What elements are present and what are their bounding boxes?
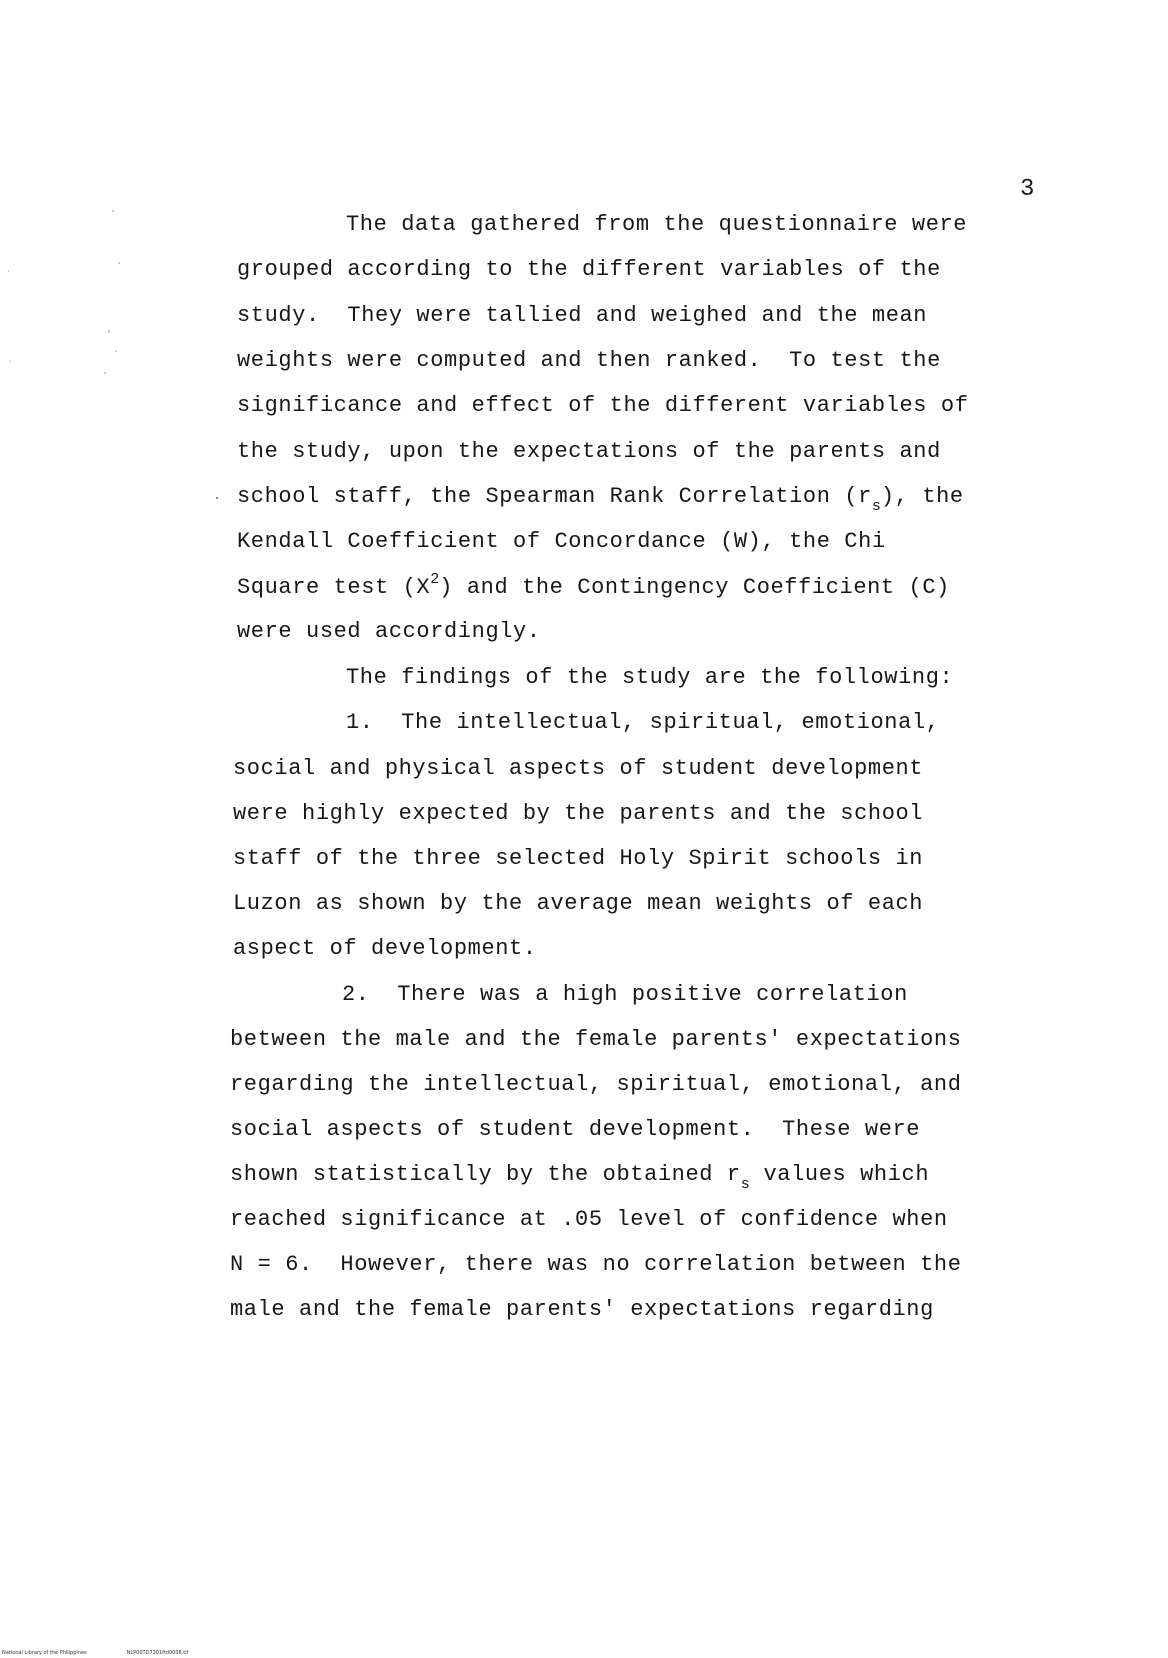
- scan-speck: [216, 497, 218, 499]
- finding-2-line-6: reached significance at .05 level of confidence when: [230, 1207, 948, 1232]
- body-line-8: Kendall Coefficient of Concordance (W), the Chi: [237, 529, 886, 554]
- scan-speck: [118, 262, 120, 264]
- finding-2-line-2: between the male and the female parents' expectations: [230, 1027, 962, 1052]
- body-line-2: grouped according to the different variables of the: [237, 257, 941, 282]
- finding-1-line-6: aspect of development.: [233, 936, 537, 961]
- finding-2-line-1: 2. There was a high positive correlation: [342, 982, 908, 1007]
- finding-2-line-4: social aspects of student development. These were: [230, 1117, 921, 1142]
- body-line-4: weights were computed and then ranked. To test the: [237, 348, 941, 373]
- body-line-1: The data gathered from the questionnaire were: [346, 212, 968, 237]
- body-line-7: [237, 483, 964, 513]
- body-line-5: significance and effect of the different variables of: [237, 393, 969, 418]
- spearman-subscript: s: [871, 498, 881, 515]
- body-line-9-text-b: ) and the Contingency Coefficient (C): [439, 575, 950, 600]
- scan-speck: [115, 350, 117, 352]
- finding-2-line-7: N = 6. However, there was no correlation between the: [230, 1252, 962, 1277]
- finding-2-line-5-text-b: values which: [749, 1162, 930, 1187]
- finding-2-line-5: [230, 1161, 929, 1191]
- finding-2-line-8: male and the female parents' expectations regarding: [230, 1297, 934, 1322]
- finding-1-line-4: staff of the three selected Holy Spirit schools in: [233, 846, 924, 871]
- finding-2-line-5-text-a: shown statistically by the obtained r: [230, 1162, 741, 1187]
- finding-1-line-3: were highly expected by the parents and the school: [233, 801, 924, 826]
- body-line-9: [237, 571, 950, 604]
- scan-speck: [104, 372, 106, 374]
- body-line-7-text-a: school staff, the Spearman Rank Correlation (r: [237, 484, 872, 509]
- scan-speck: [10, 360, 11, 362]
- finding-1-line-2: social and physical aspects of student development: [233, 756, 924, 781]
- page-number: 3: [1020, 176, 1035, 203]
- body-line-10: were used accordingly.: [237, 619, 541, 644]
- scan-speck: [8, 270, 9, 272]
- body-line-7-text-b: ), the: [880, 484, 964, 509]
- body-line-11: The findings of the study are the following:: [346, 665, 954, 690]
- body-line-6: the study, upon the expectations of the parents and: [237, 439, 941, 464]
- rs-subscript: s: [740, 1176, 750, 1193]
- body-line-3: study. They were tallied and weighed and the mean: [237, 303, 928, 328]
- footer-filename: NLP00TD7301ftd0008.tif: [126, 1650, 189, 1656]
- scan-footer: [2, 1650, 228, 1656]
- chi-square-superscript: 2: [430, 571, 440, 588]
- footer-library: National Library of the Philippines: [2, 1650, 87, 1656]
- finding-2-line-3: regarding the intellectual, spiritual, emotional, and: [230, 1072, 962, 1097]
- scan-speck: [108, 330, 110, 333]
- finding-1-line-1: 1. The intellectual, spiritual, emotional,: [346, 710, 940, 735]
- scan-speck: [112, 210, 114, 212]
- body-line-9-text-a: Square test (X: [237, 575, 431, 600]
- finding-1-line-5: Luzon as shown by the average mean weights of each: [233, 891, 924, 916]
